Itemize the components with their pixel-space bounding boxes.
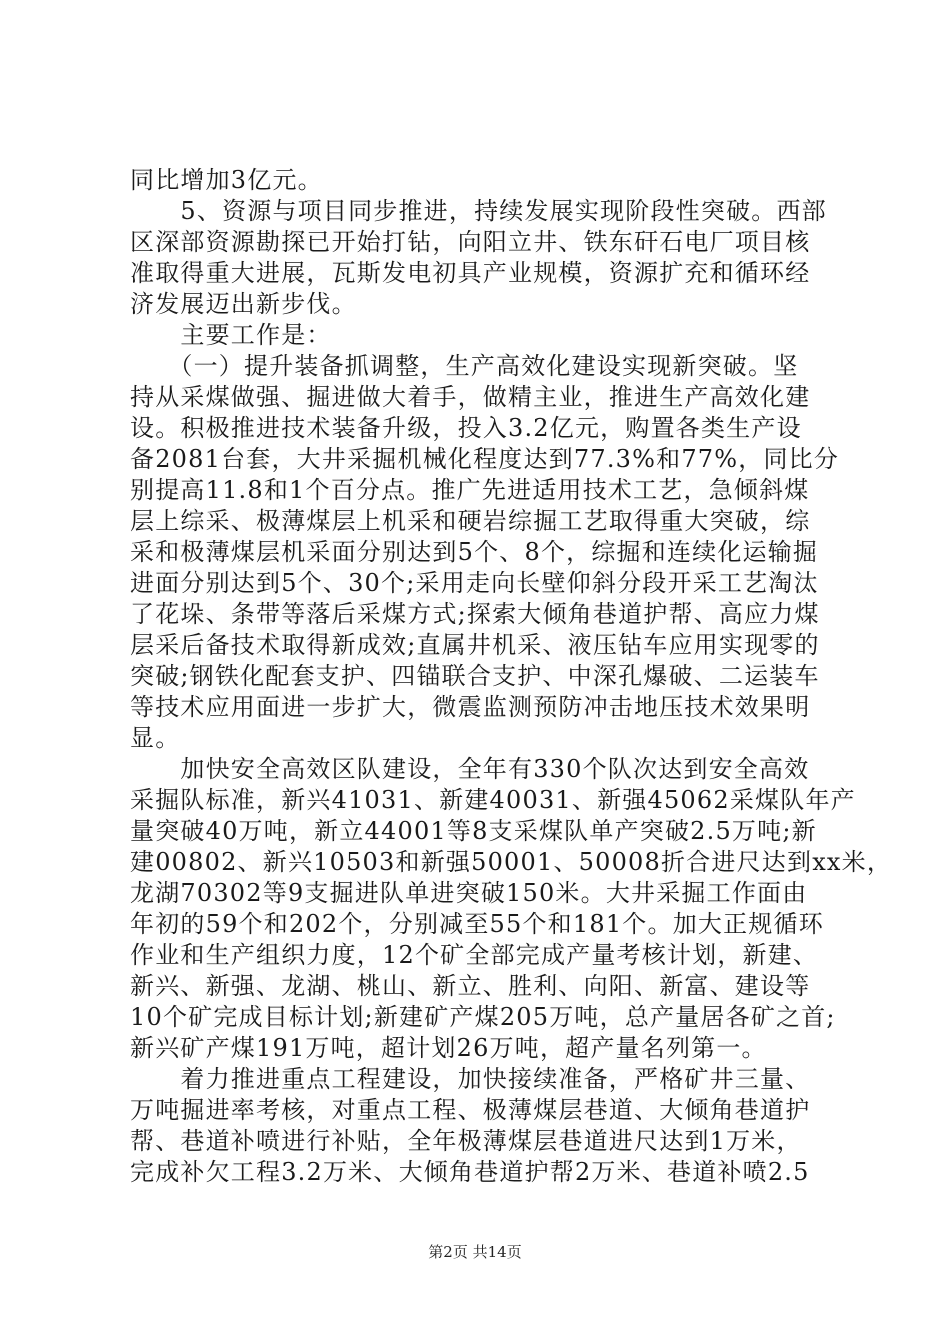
body-text-line: 着力推进重点工程建设，加快接续准备，严格矿井三量、 [130, 1065, 811, 1093]
body-text-line: 万吨掘进率考核，对重点工程、极薄煤层巷道、大倾角巷道护 [130, 1096, 811, 1124]
body-text-line: 帮、巷道补喷进行补贴，全年极薄煤层巷道进尺达到1万米， [130, 1127, 802, 1155]
body-text-line: 量突破40万吨，新立44001等8支采煤队单产突破2.5万吨;新 [130, 817, 817, 845]
body-text-line: 完成补欠工程3.2万米、大倾角巷道护帮2万米、巷道补喷2.5 [130, 1158, 810, 1186]
body-text-line: 突破;钢铁化配套支护、四锚联合支护、中深孔爆破、二运装车 [130, 662, 820, 690]
body-text-line: 准取得重大进展，瓦斯发电初具产业规模，资源扩充和循环经 [130, 259, 811, 287]
body-text-line: 5、资源与项目同步推进，持续发展实现阶段性突破。西部 [130, 197, 827, 225]
body-text-line: 同比增加3亿元。 [130, 166, 323, 194]
body-text-line: 层采后备技术取得新成效;直属井机采、液压钻车应用实现零的 [130, 631, 820, 659]
body-text-line: 龙湖70302等9支掘进队单进突破150米。大井采掘工作面由 [130, 879, 808, 907]
body-text-line: 新兴、新强、龙湖、桃山、新立、胜利、向阳、新富、建设等 [130, 972, 811, 1000]
body-text-line: 设。积极推进技术装备升级，投入3.2亿元，购置各类生产设 [130, 414, 802, 442]
body-text-line: 层上综采、极薄煤层上机采和硬岩综掘工艺取得重大突破，综 [130, 507, 811, 535]
body-text-line: 采和极薄煤层机采面分别达到5个、8个，综掘和连续化运输掘 [130, 538, 819, 566]
body-text-line: 区深部资源勘探已开始打钻，向阳立井、铁东矸石电厂项目核 [130, 228, 811, 256]
body-text-line: 作业和生产组织力度，12个矿全部完成产量考核计划，新建、 [130, 941, 819, 969]
body-text-line: 进面分别达到5个、30个;采用走向长壁仰斜分段开采工艺淘汰 [130, 569, 819, 597]
body-text-line: 10个矿完成目标计划;新建矿产煤205万吨，总产量居各矿之首; [130, 1003, 836, 1031]
page-number-footer: 第2页 共14页 [428, 1243, 522, 1261]
body-text-line: 年初的59个和202个，分别减至55个和181个。加大正规循环 [130, 910, 824, 938]
body-text-line: 等技术应用面进一步扩大，微震监测预防冲击地压技术效果明 [130, 693, 811, 721]
body-text-line: 加快安全高效区队建设，全年有330个队次达到安全高效 [130, 755, 810, 783]
body-text-line: 备2081台套，大井采掘机械化程度达到77.3%和77%，同比分 [130, 445, 840, 473]
body-text-line: 显。 [130, 724, 181, 752]
body-text-line: 建00802、新兴10503和新强50001、50008折合进尺达到xx米， [130, 848, 893, 876]
body-text-line: 持从采煤做强、掘进做大着手，做精主业，推进生产高效化建 [130, 383, 811, 411]
section-heading: 主要工作是： [130, 321, 332, 349]
body-text-line: （一）提升装备抓调整，生产高效化建设实现新突破。坚 [130, 352, 799, 380]
body-text-line: 采掘队标准，新兴41031、新建40031、新强45062采煤队年产 [130, 786, 856, 814]
body-text-line: 了花垛、条带等落后采煤方式;探索大倾角巷道护帮、高应力煤 [130, 600, 820, 628]
body-text-line: 别提高11.8和1个百分点。推广先进适用技术工艺，急倾斜煤 [130, 476, 810, 504]
body-text-line: 济发展迈出新步伐。 [130, 290, 357, 318]
body-text-line: 新兴矿产煤191万吨，超计划26万吨，超产量名列第一。 [130, 1034, 767, 1062]
